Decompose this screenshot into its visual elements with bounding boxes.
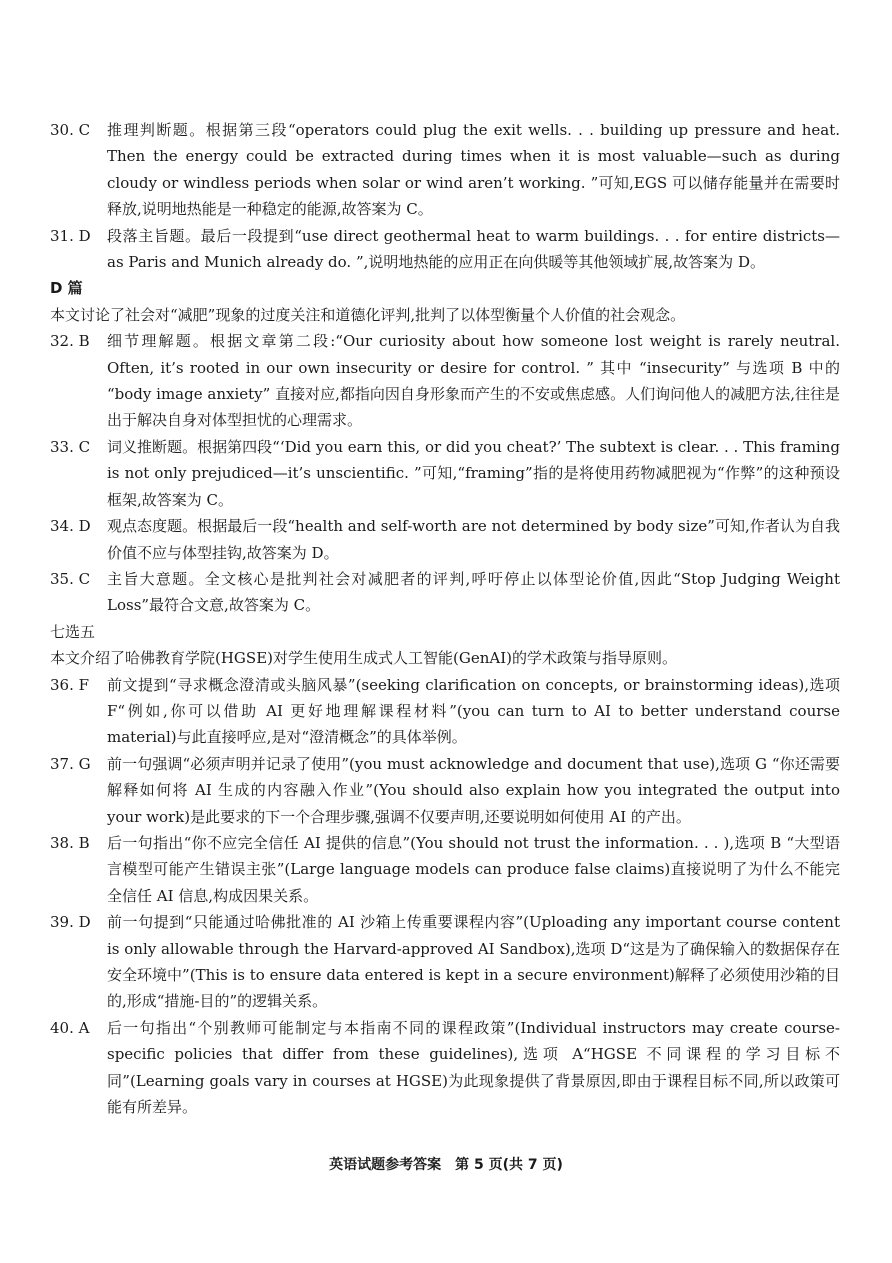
answer-explanation: 后一句指出“个别教师可能制定与本指南不同的课程政策”(Individual instructors may create course-specific policies that differ from these guidelines),选项 A“HGSE 不同课程的学习目标不同”(Learning goals vary in courses at HGSE)为此现象提供了背景原因,即由于课程目标不同,所以政策可能有所差异。 (107, 1018, 840, 1117)
answer-number: 40. A (50, 1018, 90, 1037)
answer-number: 31. D (50, 226, 91, 245)
answer-item-40 (50, 1015, 840, 1121)
answer-item-31 (50, 223, 840, 276)
answer-item-32 (50, 328, 840, 434)
answer-item-37 (50, 751, 840, 830)
answer-number: 37. G (50, 754, 91, 773)
answer-explanation: 观点态度题。根据最后一段“health and self-worth are not determined by body size”可知,作者认为自我价值不应与体型挂钩,故答案为 D。 (107, 517, 840, 562)
answer-explanation: 主旨大意题。全文核心是批判社会对减肥者的评判,呼吁停止以体型论价值,因此“Stop Judging Weight Loss”最符合文意,故答案为 C。 (107, 569, 840, 615)
section-d-title: D 篇 (50, 279, 83, 298)
answer-item-36 (50, 672, 840, 751)
answer-number: 30. C (50, 121, 91, 139)
answer-number: 36. F (50, 675, 90, 694)
answer-explanation: 前文提到“寻求概念澄清或头脑风暴”(seeking clarification on concepts, or brainstorming ideas),选项 F“例如,你可以借助 AI 更好地理解课程材料”(you can turn to AI to better understand course material)与此直接呼应,是对“澄清概念”的具体举例。 (107, 675, 840, 747)
answer-item-35 (50, 566, 840, 619)
section-seven-title: 七选五 (50, 622, 96, 641)
answer-explanation: 细节理解题。根据文章第二段:“Our curiosity about how someone lost weight is rarely neutral. Often, it’s rooted in our own insecurity or desire for control. ” 其中 “insecurity” 与选项 B 中的 “body image anxiety” 直接对应,都指向因自身形象而产生的不安或焦虑感。人们询问他人的减肥方法,往往是出于解决自身对体型担忧的心理需求。 (107, 332, 840, 430)
answer-item-34 (50, 513, 840, 566)
answer-explanation: 词义推断题。根据第四段“‘Did you earn this, or did you cheat?’ The subtext is clear. . . This framing is not only prejudiced—it’s unscientific. ”可知,“framing”指的是将使用药物减肥视为“作弊”的这种预设框架,故答案为 C。 (107, 437, 840, 509)
answer-number: 39. D (50, 913, 91, 932)
section-d-intro: 本文讨论了社会对“减肥”现象的过度关注和道德化评判,批判了以体型衡量个人价值的社会观念。 (50, 305, 686, 324)
answer-item-38 (50, 830, 840, 909)
answer-item-39 (50, 909, 840, 1015)
answer-content (50, 117, 840, 1120)
answer-number: 32. B (50, 332, 90, 351)
answer-explanation: 段落主旨题。最后一段提到“use direct geothermal heat to warm buildings. . . for entire districts—as Paris and Munich already do. ”,说明地热能的应用正在向供暖等其他领域扩展,故答案为 D。 (107, 226, 840, 272)
answer-number: 35. C (50, 569, 91, 588)
answer-number: 34. D (50, 517, 91, 536)
answer-explanation: 推理判断题。根据第三段“operators could plug the exit wells. . . building up pressure and heat. Then the energy could be extracted during times when it is most valuable—such as during cloudy or windless periods when solar or wind aren’t working. ”可知,EGS 可以储存能量并在需要时释放,说明地热能是一种稳定的能源,故答案为 C。 (107, 121, 840, 219)
answer-explanation: 前一句强调“必须声明并记录了使用”(you must acknowledge and document that use),选项 G “你还需要解释如何将 AI 生成的内容融入作业”(You should also explain how you integrated the output into your work)是此要求的下一个合理步骤,强调不仅要声明,还要说明如何使用 AI 的产出。 (107, 754, 840, 826)
answer-item-30 (50, 117, 840, 223)
page-footer: 英语试题参考答案 第 5 页(共 7 页) (329, 1157, 563, 1173)
section-seven-intro: 本文介绍了哈佛教育学院(HGSE)对学生使用生成式人工智能(GenAI)的学术政策与指导原则。 (50, 649, 677, 668)
answer-number: 38. B (50, 833, 90, 852)
answer-explanation: 前一句提到“只能通过哈佛批准的 AI 沙箱上传重要课程内容”(Uploading any important course content is only allowable through the Harvard-approved AI Sandbox),选项 D“这是为了确保输入的数据保存在安全环境中”(This is to ensure data entered is kept in a secure environment)解释了必须使用沙箱的目的,形成“措施-目的”的逻辑关系。 (107, 913, 841, 1011)
answer-number: 33. C (50, 437, 91, 456)
answer-explanation: 后一句指出“你不应完全信任 AI 提供的信息”(You should not trust the information. . . ),选项 B “大型语言模型可能产生错误主张”(Large language models can produce false claims)直接说明了为什么不能完全信任 AI 信息,构成因果关系。 (107, 833, 840, 905)
answer-item-33 (50, 434, 840, 513)
